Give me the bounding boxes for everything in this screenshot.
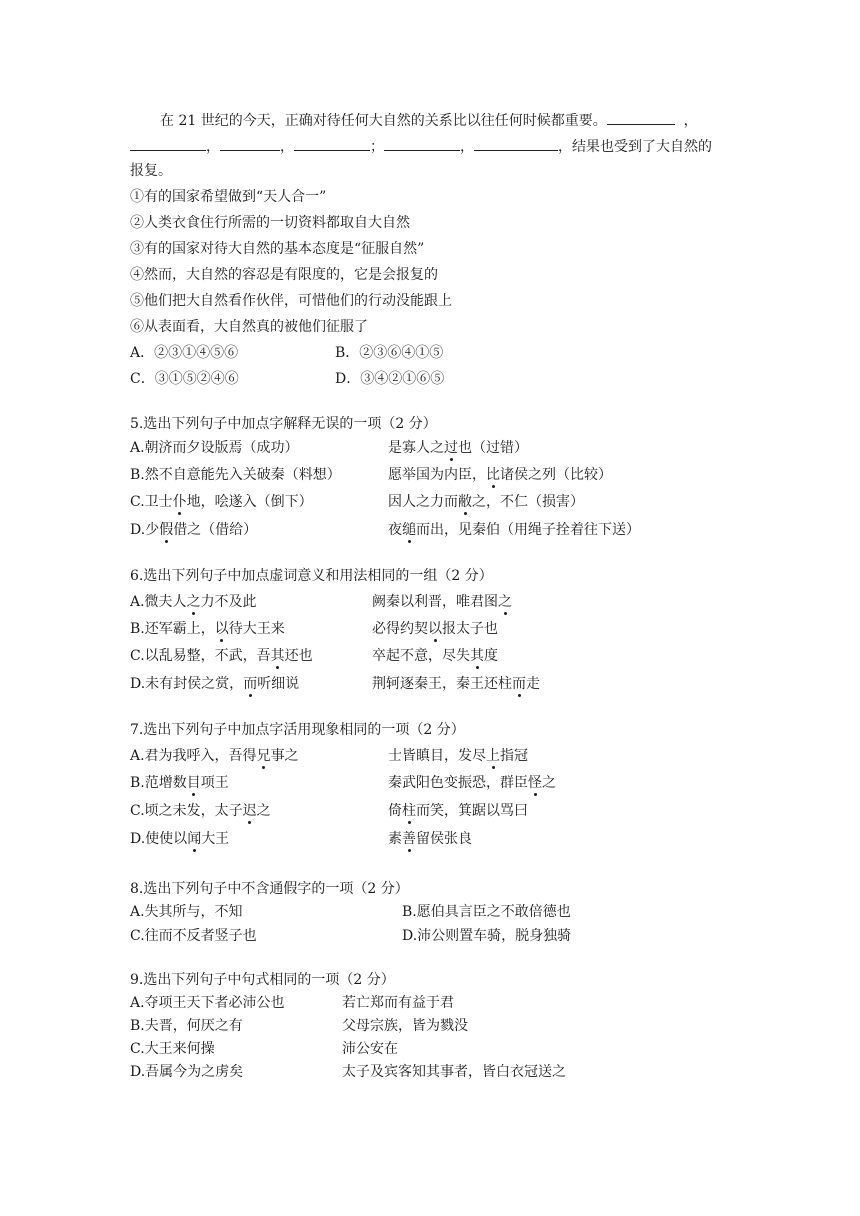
q7-a-right-post: 指冠	[500, 748, 528, 764]
q6-a-left[interactable]	[130, 592, 257, 612]
q6-c-right	[372, 646, 498, 666]
q8-title: 8.选出下列句子中不含通假字的一项（2 分）	[130, 881, 409, 897]
passage-line-2: ， ， ； ， ，结果也受到了大自然的	[130, 136, 712, 157]
q6-d-right-pre: 荆轲逐秦王，秦王还柱	[372, 676, 512, 692]
q7-d-right	[388, 829, 472, 849]
q7-c-left[interactable]	[130, 801, 271, 821]
q7-a-left-pre: A.君为我呼入，吾得	[130, 748, 257, 764]
passage-intro: 在 21 世纪的今天，正确对待任何大自然的关系比以往任何时候都重要。	[160, 113, 607, 129]
q8-option-d[interactable]: D.沛公则置车骑，脱身独骑	[402, 928, 572, 944]
q7-c-dotted-left: 迟	[242, 803, 257, 819]
q6-b-left-pre: B.还军霸上，	[130, 621, 215, 637]
q7-c-right-post: 而笑，箕踞以骂曰	[416, 803, 528, 819]
q6-title: 6.选出下列句子中加点虚词意义和用法相同的一组（2 分）	[130, 568, 493, 584]
q7-c-left-post: 之	[256, 803, 271, 819]
q5-c-left-post: 地，哙遂入（倒下）	[186, 494, 313, 510]
q7-d-left-pre: D.使使以	[130, 831, 188, 847]
passage-line-1: 在 21 世纪的今天，正确对待任何大自然的关系比以往任何时候都重要。 ，	[160, 110, 698, 131]
q7-c-right	[388, 801, 528, 821]
q9-c-left[interactable]: C.大王来何操	[130, 1041, 215, 1057]
sentence-4: ④然而，大自然的容忍是有限度的，它是会报复的	[130, 267, 438, 283]
q5-a-right	[388, 438, 528, 458]
q8-option-b[interactable]: B.愿伯具言臣之不敢倍德也	[402, 904, 571, 920]
blank-4[interactable]	[294, 136, 370, 151]
q7-a-dotted-left: 兄	[256, 748, 271, 764]
sentence-2: ②人类衣食住行所需的一切资料都取自大自然	[130, 215, 410, 231]
q7-c-right-pre: 倚	[388, 803, 402, 819]
q9-b-right: 父母宗族，皆为戮没	[342, 1018, 468, 1034]
q7-a-right	[388, 746, 528, 766]
q5-c-dotted-char-right: 敝	[458, 494, 472, 510]
q6-d-left-post: 听细说	[257, 676, 300, 692]
q6-a-dotted-right: 之	[498, 594, 512, 610]
q5-d-dotted-char-right: 缒	[402, 522, 416, 538]
q5-c-right-post: 之，不仁（损害）	[472, 494, 584, 510]
q6-a-right	[372, 592, 512, 612]
q8-option-c[interactable]: C.往而不反者竖子也	[130, 928, 257, 944]
q5-c-left-pre: C.卫士	[130, 494, 173, 510]
q9-c-right: 沛公安在	[342, 1041, 398, 1057]
q6-a-dotted-left: 之	[186, 594, 201, 610]
q7-title: 7.选出下列句子中加点字活用现象相同的一项（2 分）	[130, 722, 465, 738]
q7-b-dotted-left: 目	[186, 775, 201, 791]
q6-a-right-pre: 阙秦以利晋，唯君图	[372, 594, 498, 610]
q5-a-left-text: A.朝济而夕设版焉（成功）	[130, 440, 299, 456]
q9-d-right: 太子及宾客知其事者，皆白衣冠送之	[342, 1064, 566, 1080]
q6-c-right-post: 度	[484, 648, 498, 664]
passage-line-3: 报复。	[130, 163, 172, 179]
blank-5[interactable]	[384, 136, 460, 151]
q5-c-right	[388, 492, 584, 512]
q6-b-left[interactable]	[130, 619, 285, 639]
q6-a-left-post: 力不及此	[200, 594, 257, 610]
q5-b-dotted-char: 比	[486, 467, 500, 483]
q7-b-left-post: 项王	[200, 775, 229, 791]
q5-d-left-post: 借之（借给）	[173, 522, 258, 538]
blank-3[interactable]	[220, 136, 280, 151]
q7-c-dotted-right: 柱	[402, 803, 416, 819]
q7-d-left[interactable]	[130, 829, 229, 849]
q9-d-left[interactable]: D.吾属今为之虏矣	[130, 1064, 244, 1080]
q5-d-left[interactable]	[130, 520, 257, 540]
q6-b-right	[372, 619, 498, 639]
q6-b-right-pre: 必得约契	[372, 621, 428, 637]
passage-ending: ，结果也受到了大自然的	[558, 139, 712, 155]
q7-a-left[interactable]	[130, 746, 299, 766]
q6-b-right-post: 报太子也	[442, 621, 498, 637]
q6-c-left-pre: C.以乱易整，不武，吾	[130, 648, 271, 664]
q9-a-left[interactable]: A.夺项王天下者必沛公也	[130, 995, 285, 1011]
q5-d-right-post: 而出，见秦伯（用绳子拴着往下送）	[416, 522, 640, 538]
q7-d-right-pre: 素	[388, 831, 402, 847]
q7-b-dotted-right: 怪	[528, 775, 542, 791]
q7-d-left-post: 大王	[201, 831, 230, 847]
q6-c-left[interactable]	[130, 646, 313, 666]
sentence-5: ⑤他们把大自然看作伙伴，可惜他们的行动没能跟上	[130, 293, 452, 309]
q7-b-left[interactable]	[130, 773, 229, 793]
sentence-3: ③有的国家对待大自然的基本态度是“征服自然”	[130, 241, 425, 257]
q7-d-dotted-left: 闻	[187, 831, 202, 847]
q5-a-right-post: 也（过错）	[458, 440, 528, 456]
blank-2[interactable]	[130, 136, 206, 151]
q7-b-right-post: 之	[542, 775, 556, 791]
q5-d-left-pre: D.少	[130, 522, 160, 538]
q5-b-right	[388, 465, 612, 485]
q5-a-right-pre: 是寡人之	[388, 440, 444, 456]
q6-b-left-post: 待大王来	[228, 621, 285, 637]
q6-d-dotted-left: 而	[243, 676, 258, 692]
q7-d-right-post: 留侯张良	[416, 831, 472, 847]
q6-d-left-pre: D.未有封侯之赏，	[130, 676, 244, 692]
q5-b-right-post: 诸侯之列（比较）	[500, 467, 612, 483]
q7-b-right-pre: 秦武阳色变振恐，群臣	[388, 775, 528, 791]
option-c[interactable]: C．③①⑤②④⑥	[130, 371, 239, 387]
q5-d-right-pre: 夜	[388, 522, 402, 538]
q5-a-left[interactable]	[130, 438, 299, 458]
q7-b-left-pre: B.范增数	[130, 775, 187, 791]
blank-1[interactable]	[607, 110, 675, 125]
q5-c-dotted-char-left: 仆	[172, 494, 187, 510]
q7-a-right-pre: 士皆瞋目，发尽	[388, 748, 486, 764]
q5-title: 5.选出下列句子中加点字解释无误的一项（2 分）	[130, 416, 437, 432]
q6-c-right-pre: 卒起不意，尽失	[372, 648, 470, 664]
q9-b-left[interactable]: B.夫晋，何厌之有	[130, 1018, 243, 1034]
q7-b-right	[388, 773, 556, 793]
q6-c-dotted-right: 其	[470, 648, 484, 664]
q6-c-dotted-left: 其	[270, 648, 285, 664]
q5-d-right	[388, 520, 640, 540]
q7-c-left-pre: C.顷之未发，太子	[130, 803, 243, 819]
option-b[interactable]: B．②③⑥④①⑤	[335, 345, 444, 361]
blank-6[interactable]	[474, 136, 558, 151]
q6-b-dotted-left: 以	[214, 621, 229, 637]
q6-d-left[interactable]	[130, 674, 299, 694]
q6-d-right	[372, 674, 540, 694]
q7-a-left-post: 事之	[270, 748, 299, 764]
q5-b-left-text: B.然不自意能先入关破秦（料想）	[130, 467, 341, 483]
q5-d-dotted-char-left: 假	[159, 522, 174, 538]
q5-c-right-pre: 因人之力而	[388, 494, 458, 510]
q6-a-left-pre: A.微夫人	[130, 594, 187, 610]
q6-d-right-post: 走	[526, 676, 540, 692]
q9-title: 9.选出下列句子中句式相同的一项（2 分）	[130, 972, 395, 988]
q6-c-left-post: 还也	[284, 648, 313, 664]
q6-d-dotted-right: 而	[512, 676, 526, 692]
sentence-6: ⑥从表面看，大自然真的被他们征服了	[130, 319, 368, 335]
option-a[interactable]: A．②③①④⑤⑥	[130, 345, 239, 361]
q9-a-right: 若亡郑而有益于君	[342, 995, 454, 1011]
q8-option-a[interactable]: A.失其所与，不知	[130, 904, 243, 920]
q5-c-left[interactable]	[130, 492, 313, 512]
sentence-1: ①有的国家希望做到“天人合一”	[130, 189, 327, 205]
q5-a-dotted-char: 过	[444, 440, 458, 456]
option-d[interactable]: D．③④②①⑥⑤	[335, 371, 445, 387]
q7-a-dotted-right: 上	[486, 748, 500, 764]
q6-b-dotted-right: 以	[428, 621, 442, 637]
q7-d-dotted-right: 善	[402, 831, 416, 847]
q5-b-right-pre: 愿举国为内臣，	[388, 467, 486, 483]
q5-b-left[interactable]	[130, 465, 341, 485]
